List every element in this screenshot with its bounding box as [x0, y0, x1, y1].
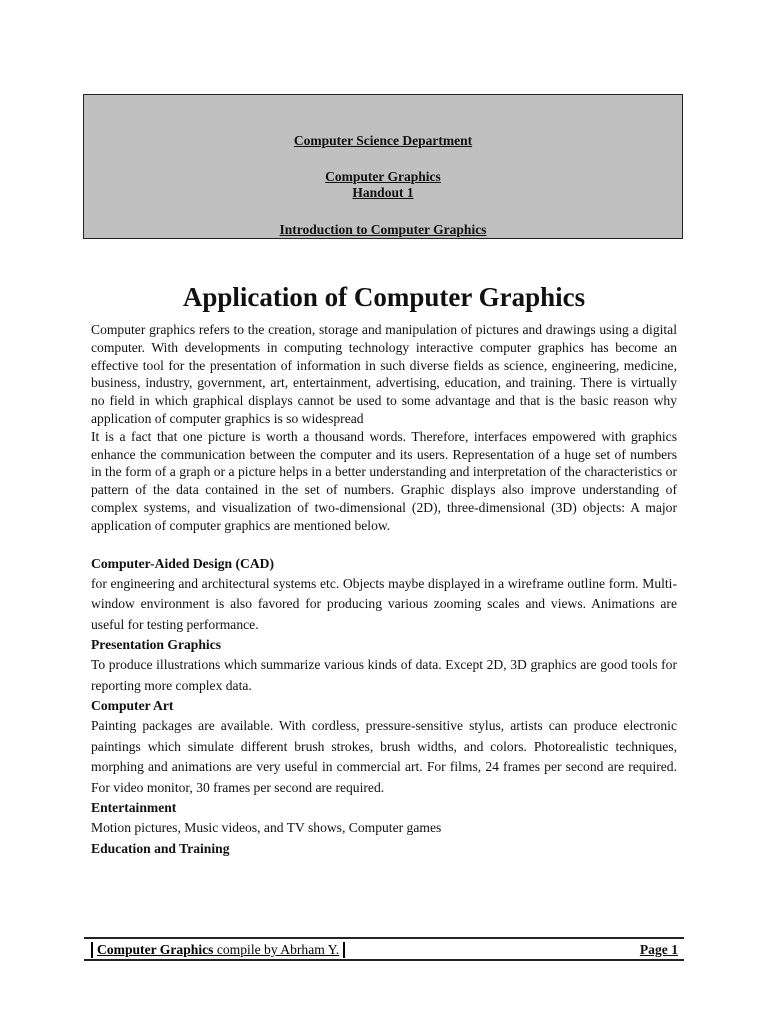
section-body: Motion pictures, Music videos, and TV shows, Computer games [91, 820, 442, 836]
section-body: To produce illustrations which summarize various kinds of data. Except 2D, 3D graphics are good tools for reporting more complex data. [91, 657, 677, 693]
page-title: Application of Computer Graphics [182, 282, 586, 312]
section-body: for engineering and architectural systems etc. Objects maybe displayed in a wireframe outline form. Multi-window environment is also favored for producing various zooming scales and views. Animations are useful for testing performance. [91, 575, 677, 632]
department-title: Computer Science Department [293, 133, 473, 148]
handout-number: Handout 1 [352, 185, 414, 200]
intro-paragraph-1: Computer graphics refers to the creation, storage and manipulation of pictures and drawings using a digital computer. With developments in computing technology interactive computer graphics has become an effective tool for the presentation of information in such diverse fields as science, engineering, medicine, business, industry, government, art, entertainment, advertising, education, and training. There is virtually no field in which graphical displays cannot be used to some advantage and that is the basic reason why application of computer graphics is so widespread [91, 322, 677, 426]
document-body [91, 321, 677, 859]
section-heading: Computer-Aided Design (CAD) [91, 555, 274, 571]
header-box [83, 94, 683, 239]
page-number: Page 1 [639, 942, 678, 957]
section-body: Painting packages are available. With cordless, pressure-sensitive stylus, artists can produce electronic paintings which simulate different brush strokes, brush widths, and colors. Photorealistic techniques, morphing and animations are very useful in commercial art. For films, 24 frames per second are required. For video monitor, 30 frames per second are required. [91, 718, 677, 795]
section-presentation-graphics [91, 635, 677, 696]
intro-paragraph-2: It is a fact that one picture is worth a thousand words. Therefore, interfaces empowered with graphics enhance the communication between the computer and its users. Representation of a huge set of numbers in the form of a graph or a picture helps in a better understanding and interpretation of the characteristics or pattern of the data contained in the set of numbers. Graphic displays also improve understanding of complex systems, and visualization of two-dimensional (2D), three-dimensional (3D) objects: A major application of computer graphics are mentioned below. [91, 428, 677, 533]
section-heading: Education and Training [91, 840, 230, 856]
section-computer-art [91, 696, 677, 798]
section-education-training [91, 839, 677, 859]
footer-credit [91, 942, 345, 958]
course-title: Computer Graphics [325, 169, 441, 184]
section-heading: Computer Art [91, 698, 174, 714]
section-heading: Presentation Graphics [91, 637, 222, 653]
section-entertainment [91, 798, 677, 839]
footer-course: Computer Graphics [97, 942, 214, 957]
section-cad [91, 554, 677, 636]
footer-author: compile by Abrham Y. [213, 942, 340, 957]
section-heading: Entertainment [91, 800, 177, 816]
topic-title: Introduction to Computer Graphics [279, 222, 487, 237]
page-footer [84, 937, 684, 961]
spacer [91, 535, 677, 554]
